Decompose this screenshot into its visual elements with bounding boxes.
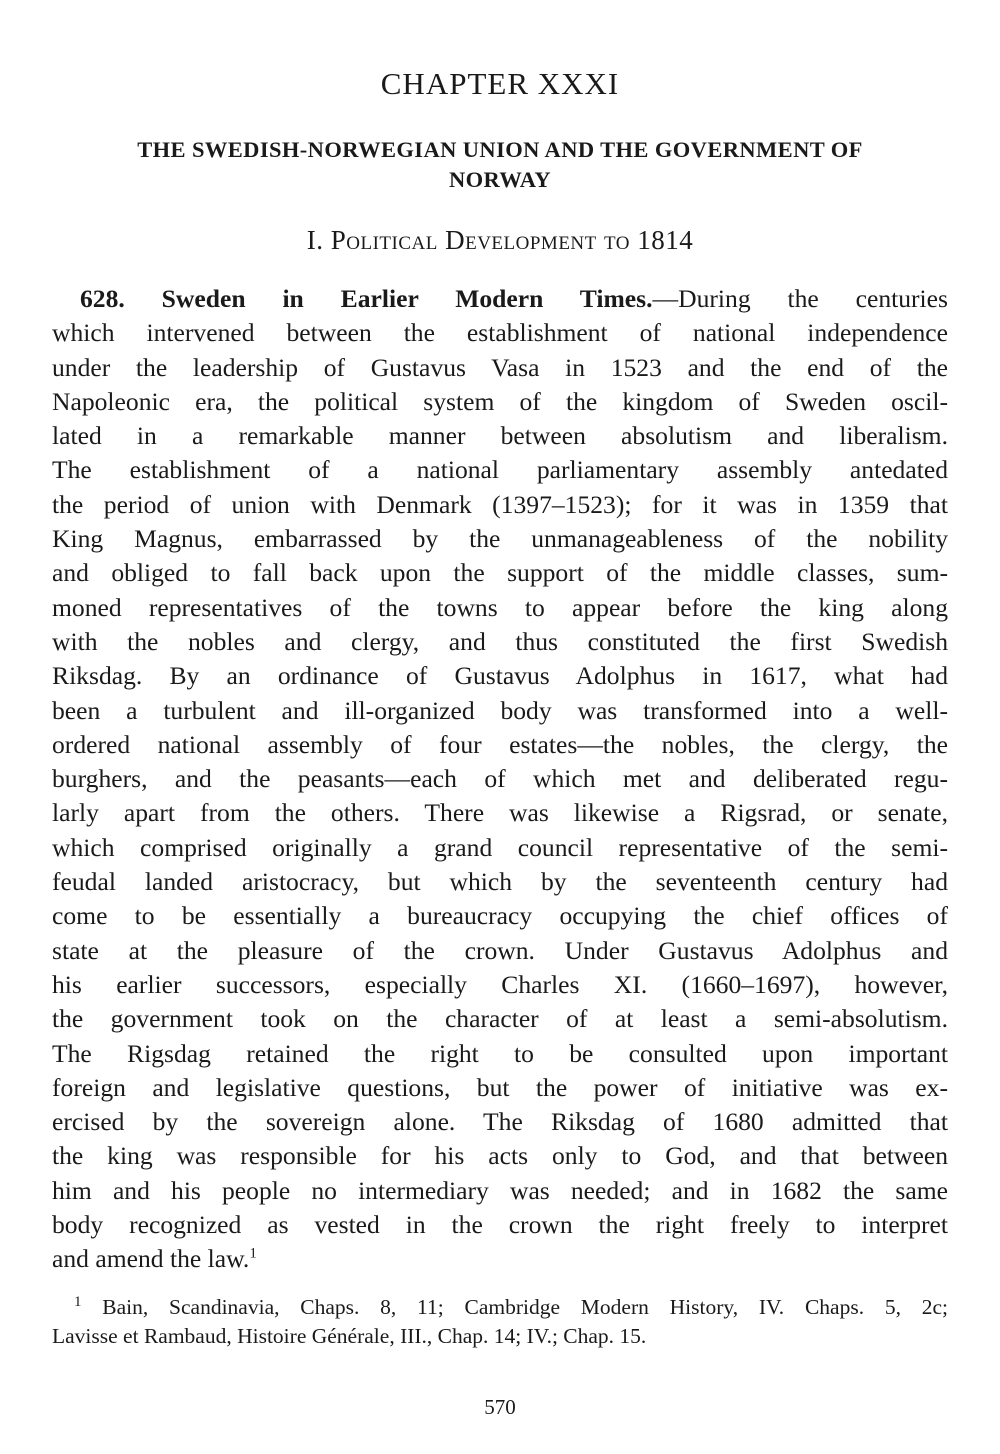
section-heading: I. Political Development to 1814	[306, 225, 694, 255]
paragraph-line-11: with the nobles and clergy, and thus constituted the first Swedish	[52, 626, 948, 656]
paragraph-line-17: which comprised originally a grand council representative of the semi-	[52, 832, 948, 862]
paragraph-number: 628.	[80, 284, 125, 313]
paragraph-line-29: and amend the law.	[52, 1244, 250, 1274]
paragraph-line-25: ercised by the sovereign alone. The Riksdag of 1680 admitted that	[52, 1107, 948, 1137]
paragraph-line-18: feudal landed aristocracy, but which by the seventeenth century had	[52, 867, 948, 897]
paragraph-line-7: the period of union with Denmark (1397–1523); for it was in 1359 that	[52, 489, 948, 519]
body-paragraph	[52, 282, 948, 1277]
paragraph-heading: Sweden in Earlier Modern Times.	[161, 284, 653, 313]
footnote-marker: 1	[74, 1293, 82, 1310]
paragraph-line-5: lated in a remarkable manner between absolutism and liberalism.	[52, 421, 948, 451]
chapter-heading: CHAPTER XXXI	[380, 66, 620, 101]
paragraph-line-9: and obliged to fall back upon the support of the middle classes, sum-	[52, 558, 948, 588]
footnote-line-1	[52, 1293, 948, 1322]
paragraph-first-line	[52, 282, 948, 316]
paragraph-line-27: him and his people no intermediary was needed; and in 1682 the same	[52, 1175, 948, 1205]
paragraph-line-12: Riksdag. By an ordinance of Gustavus Adolphus in 1617, what had	[52, 661, 948, 691]
chapter-title-line-2: NORWAY	[448, 167, 552, 192]
paragraph-line-4: Napoleonic era, the political system of the kingdom of Sweden oscil-	[52, 386, 948, 416]
footnote-text-1: Bain, Scandinavia, Chaps. 8, 11; Cambridge Modern History, IV. Chaps. 5, 2c;	[102, 1295, 949, 1319]
paragraph-line-20: state at the pleasure of the crown. Under Gustavus Adolphus and	[52, 935, 948, 965]
footnotes	[52, 1293, 948, 1350]
paragraph-line-1: —During the centuries	[652, 284, 948, 313]
paragraph-line-23: The Rigsdag retained the right to be consulted upon important	[52, 1038, 948, 1068]
paragraph-last-line	[52, 1242, 948, 1276]
paragraph-line-13: been a turbulent and ill-organized body was transformed into a well-	[52, 695, 948, 725]
paragraph-line-26: the king was responsible for his acts only to God, and that between	[52, 1141, 948, 1171]
paragraph-line-28: body recognized as vested in the crown the right freely to interpret	[52, 1210, 948, 1240]
paragraph-line-16: larly apart from the others. There was likewise a Rigsrad, or senate,	[52, 798, 948, 828]
footnote-line-2: Lavisse et Rambaud, Histoire Générale, III., Chap. 14; IV.; Chap. 15.	[52, 1323, 647, 1348]
paragraph-line-14: ordered national assembly of four estates—the nobles, the clergy, the	[52, 729, 948, 759]
paragraph-line-2: which intervened between the establishment of national independence	[52, 318, 948, 348]
paragraph-line-22: the government took on the character of at least a semi-absolutism.	[52, 1004, 948, 1034]
paragraph-line-21: his earlier successors, especially Charles XI. (1660–1697), however,	[52, 969, 948, 999]
chapter-title-line-1: THE SWEDISH-NORWEGIAN UNION AND THE GOVERNMENT OF	[137, 137, 863, 162]
paragraph-line-15: burghers, and the peasants—each of which met and deliberated regu-	[52, 764, 948, 794]
page-number: 570	[484, 1395, 516, 1419]
paragraph-line-8: King Magnus, embarrassed by the unmanageableness of the nobility	[52, 524, 948, 554]
paragraph-line-3: under the leadership of Gustavus Vasa in 1523 and the end of the	[52, 352, 948, 382]
paragraph-line-6: The establishment of a national parliamentary assembly antedated	[52, 455, 948, 485]
paragraph-line-24: foreign and legislative questions, but the power of initiative was ex-	[52, 1072, 948, 1102]
paragraph-line-19: come to be essentially a bureaucracy occupying the chief offices of	[52, 901, 948, 931]
footnote-reference[interactable]: 1	[249, 1245, 257, 1262]
paragraph-line-10: moned representatives of the towns to appear before the king along	[52, 592, 948, 622]
chapter-title	[52, 135, 948, 195]
